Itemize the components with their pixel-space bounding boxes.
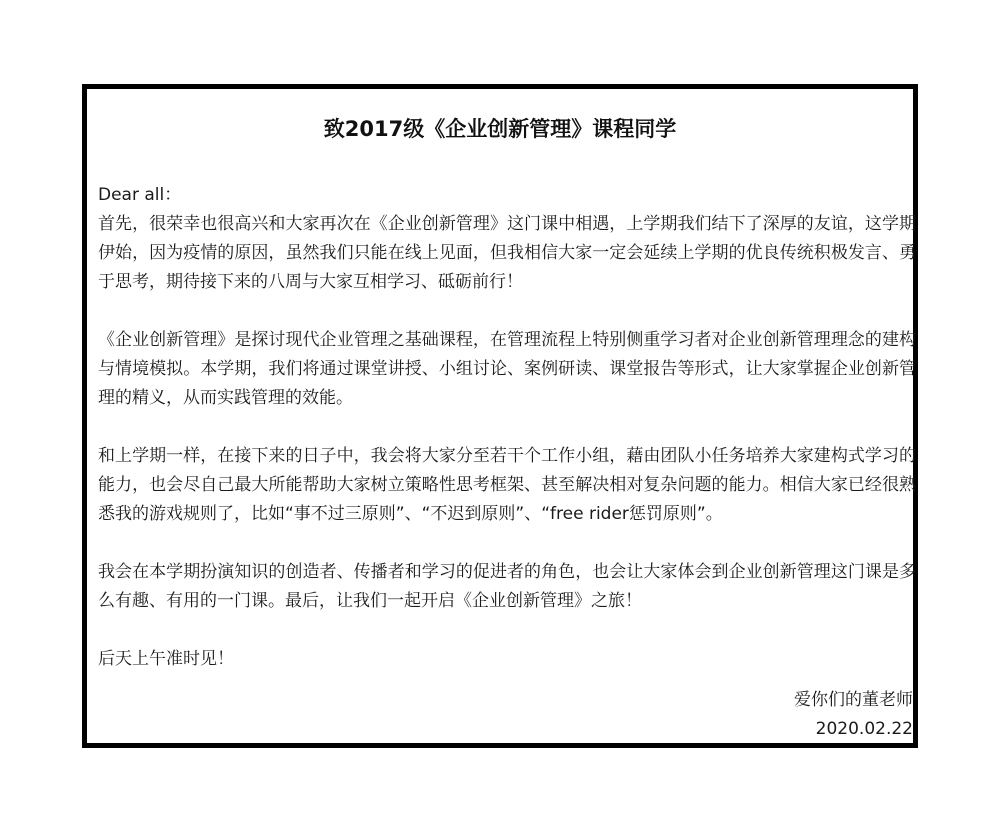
letter-frame — [82, 84, 918, 748]
paragraph-2: 《企业创新管理》是探讨现代企业管理之基础课程，在管理流程上特别侧重学习者对企业创新管理理念的建构与情境模拟。本学期，我们将通过课堂讲授、小组讨论、案例研读、课堂报告等形式，让大家掌握企业创新管理的精义，从而实践管理的效能。 — [98, 330, 916, 408]
signature: 爱你们的董老师 — [794, 690, 913, 710]
greeting: Dear all： — [98, 185, 182, 205]
paragraph-gap — [98, 413, 916, 442]
letter-date: 2020.02.22 — [815, 719, 913, 739]
paragraph-3: 和上学期一样，在接下来的日子中，我会将大家分至若干个工作小组，藉由团队小任务培养大家建构式学习的能力，也会尽自己最大所能帮助大家树立策略性思考框架、甚至解决相对复杂问题的能力。相信大家已经很熟悉我的游戏规则了，比如“事不过三原则”、“不迟到原则”、“free rider惩罚原则”。 — [98, 446, 916, 524]
paragraph-1: 首先，很荣幸也很高兴和大家再次在《企业创新管理》这门课中相遇，上学期我们结下了深厚的友谊，这学期伊始，因为疫情的原因，虽然我们只能在线上见面，但我相信大家一定会延续上学期的优良传统积极发言、勇于思考，期待接下来的八周与大家互相学习、砥砺前行！ — [98, 214, 916, 292]
letter-body — [98, 181, 916, 674]
signoff — [794, 686, 913, 744]
paragraph-gap — [98, 529, 916, 558]
letter-title: 致2017级《企业创新管理》课程同学 — [323, 117, 677, 141]
closing-line: 后天上午准时见！ — [98, 649, 234, 669]
paragraph-4: 我会在本学期扮演知识的创造者、传播者和学习的促进者的角色，也会让大家体会到企业创新管理这门课是多么有趣、有用的一门课。最后，让我们一起开启《企业创新管理》之旅！ — [98, 562, 916, 611]
paragraph-gap — [98, 616, 916, 645]
paragraph-gap — [98, 297, 916, 326]
